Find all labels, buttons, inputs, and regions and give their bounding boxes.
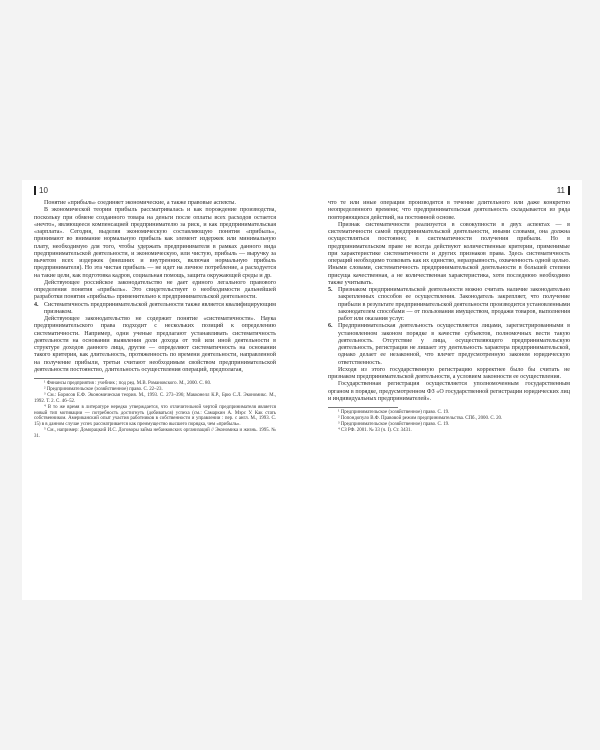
- numbered-item: [328, 323, 570, 367]
- page-number: 11: [557, 186, 570, 195]
- footnote: ⁵ См., например: Доморацкий И.С. Договоры займа небанковских организаций // Экономика и жизнь. 1995. № 31.: [34, 428, 276, 440]
- footnote: ¹ Финансы предприятия : учебник ; под ред. М.В. Романовского. М., 2000. С. 80.: [44, 381, 212, 386]
- numbered-item: [328, 287, 570, 323]
- paragraph: Государственная регистрация осуществляется уполномоченным государственным органом в порядке, предусмотренном ФЗ «О государственной регистрации юридических лиц и индивидуальных предпринимателей».: [328, 381, 570, 402]
- footnote: ⁴ СЗ РФ. 2001. № 33 (ч. I). Ст. 3431.: [338, 427, 412, 433]
- item-number: 6.: [328, 323, 333, 330]
- paragraph: что те или иные операции производятся в течение длительного или даже конкретно неопределенного времени; что предпринимательская деятельность складывается из ряда повторяющихся действий, на постоянной основе.: [328, 200, 570, 221]
- footnote: ⁴ В то же время в литературе нередко утверждается, что отличительной чертой предпринимателя является новый тип мотивации — потребность достигнуть (добиваться) успеха (см.: Самаркин А. Мэрс У. Как стать собственником. Американский опыт участия работников в собственности и управлении : пер. с англ. М., 1993. С. 15) в в данном случае успех рассматривается как преимущество высшего порядка, чем «прибыль».: [34, 404, 276, 428]
- footnote-divider: [34, 378, 104, 379]
- book-spread: [22, 180, 582, 600]
- item-number: 5.: [328, 287, 333, 293]
- footnote: ¹ Предпринимательское (хозяйственное) право. С. 19.: [338, 410, 450, 415]
- paragraph: Исходя из этого государственную регистрацию корректнее было бы считать не признаком предпринимательской деятельности, а условием законности ее осуществления.: [328, 366, 570, 380]
- footnote: ³ См.: Борисов Е.Ф. Экономическая теория. М., 1993. С. 273–396; Макконелл К.Р., Брю С.Л. Экономикс. М., 1992. Т. 2. С. 46–52.: [34, 392, 276, 404]
- item-text: Предпринимательская деятельность осуществляется лицами, зарегистрированными в установленном законом порядке в качестве субъектов, полномочных вести такую деятельность. Отсутствие у лица, осуществляющего предпринимательскую деятельность, регистрации не лишает эту деятельность характера предпринимательской, однако делает ее незаконной, что влечет предусмотренную законом юридическую ответственность.: [338, 323, 570, 366]
- paragraph: Действующее российское законодательство не дает единого легального правового определения понятия «прибыль». Это свидетельствует о необходимости дальнейшей разработки понятия «прибыль» применительно к предпринимательской деятельности.: [34, 279, 276, 301]
- paragraph: В экономической теории прибыль рассматривалась и как порождение производства, поскольку при обмене созданного товара на деньги после оплаты всех расходов остается «нечто», являющееся компенсацией предпринимателю за риск, и как предпринимательская «зарплата». Сегодня, выделяя экономическую составляющую понятия «прибыль», принимают во внимание нормальную прибыль как элемент издержек или минимальную плату, необходимую для того, чтобы удержать предпринимателя в рамках данного вида предпринимательской деятельности, и экономическую, или чистую, прибыль — выручку за вычетом всех издержек (внешних и внутренних, включая нормальную прибыль предпринимателя). Но эта чистая прибыль — не идет на личное потребление, а расходуется на такие цели, как подготовка кадров, социальная помощь, защита окружающей среды и др.: [34, 207, 276, 279]
- paragraph: Понятие «прибыль» соединяет экономические, а также правовые аспекты.: [44, 200, 236, 206]
- left-page: [22, 180, 284, 600]
- item-text: Систематичность предпринимательской деятельности также является квалифицирующим признаком.: [44, 301, 276, 315]
- numbered-item: [34, 302, 276, 317]
- page-body: [328, 200, 570, 434]
- footnote: ³ Предпринимательское (хозяйственное) право. С. 19.: [338, 421, 450, 427]
- page-number: 10: [34, 186, 48, 195]
- right-page: [320, 180, 582, 600]
- footnote-divider: [328, 407, 398, 408]
- paragraph: Признак систематичности реализуется в совокупности в двух аспектах — в систематичности самой предпринимательской деятельности, иными словами, она должна осуществляться постоянно; в систематичности получения прибыли. Но в предпринимательском праве не всегда действуют количественные критерии, применимые при характеристике систематичности и других признаков права. Здесь систематичность операций необходимо толковать как их единство, неразрывность, охваченность одной целью. Иными словами, систематичность предпринимательской деятельности в большей степени присуща качественная, а не количественная характеристика, хотя последнюю необходимо также учитывать.: [328, 221, 570, 286]
- footnote: ² Попондопуло В.Ф. Правовой режим предпринимательства. СПб., 2000. С. 20.: [338, 415, 503, 421]
- item-text: Признаком предпринимательской деятельности можно считать наличие законодательно закрепленных способов ее осуществления. Законодатель закрепляет, что получение прибыли в результате предпринимательской деятельности производится установленными законодателем способами — от пользования имуществом, продажи товаров, выполнения работ или оказания услуг.: [338, 287, 570, 322]
- page-body: [34, 200, 276, 440]
- paragraph: Действующее законодательство не содержит понятие «систематичности». Наука предпринимательского права подходит с нескольких позиций к определению систематичности. Например, одни ученые предлагают устанавливать систематичность деятельности на основании выявления доли дохода от той или иной деятельности в структуре доходов данного лица, другие — определяют систематичность на основании такого критерия, как длительность, протяженность по времени деятельности, направленной на получение прибыли, третьи считают необходимым свойством предпринимательской деятельности постоянство, длительность осуществления операций, предполагая,: [34, 316, 276, 373]
- footnote: ² Предпринимательское (хозяйственное) право. С. 22–23.: [44, 386, 163, 392]
- item-number: 4.: [34, 301, 39, 308]
